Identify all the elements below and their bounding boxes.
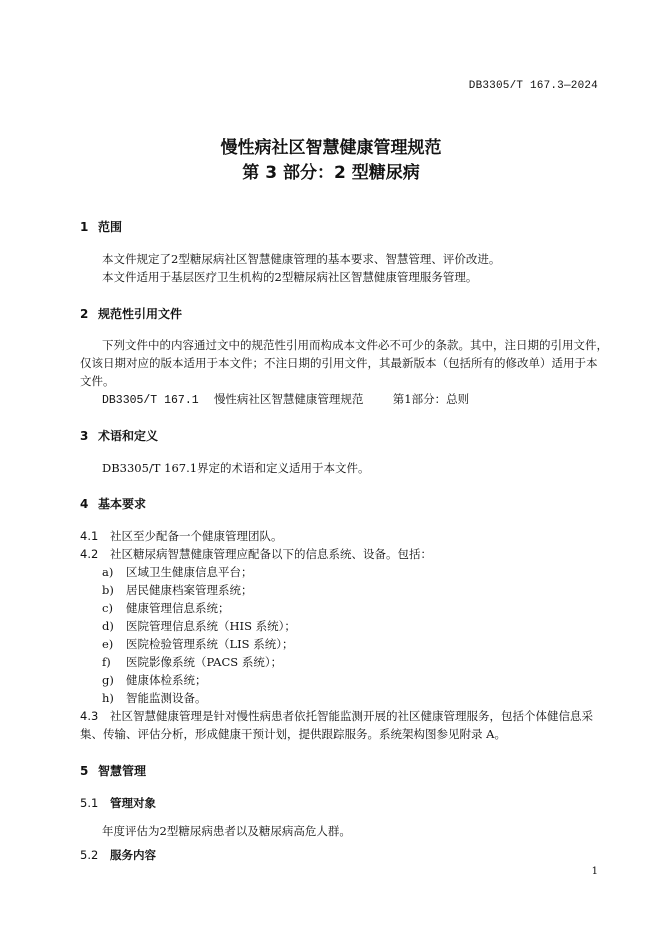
list-item [102, 672, 207, 688]
list-label: b) [102, 583, 114, 597]
list-label: g) [102, 673, 114, 687]
section-1-heading [80, 218, 122, 235]
section-number: 2 [80, 307, 89, 321]
section-5-heading [80, 762, 146, 779]
list-text: 医院管理信息系统（HIS 系统）； [126, 619, 296, 633]
section-number: 3 [80, 429, 89, 443]
clause-4-2 [80, 546, 432, 562]
clause-4-3-line-1 [80, 708, 593, 724]
clause-number: 4.2 [80, 547, 99, 561]
section-title: 基本要求 [98, 497, 147, 511]
clause-number: 4.3 [80, 709, 99, 723]
section-1-paragraph-1: 本文件规定了2型糖尿病社区智慧健康管理的基本要求、智慧管理、评价改进。 [102, 252, 501, 266]
list-item [102, 600, 230, 616]
reference-code: DB3305/T 167.1 [102, 394, 199, 407]
section-1-paragraph-2: 本文件适用于基层医疗卫生机构的2型糖尿病社区智慧健康管理服务管理。 [102, 270, 478, 284]
list-text: 健康管理信息系统； [126, 601, 230, 615]
normative-reference [102, 391, 469, 407]
section-title: 规范性引用文件 [98, 307, 183, 321]
section-2-paragraph-line-3: 文件。 [80, 374, 115, 388]
list-text: 智能监测设备。 [126, 691, 207, 705]
section-2-heading [80, 305, 182, 322]
section-4-heading [80, 495, 146, 512]
list-item [102, 618, 296, 634]
list-text: 健康体检系统； [126, 673, 207, 687]
clause-4-1 [80, 528, 283, 544]
clause-5-2-heading [80, 847, 156, 863]
list-label: f) [102, 655, 111, 669]
list-item [102, 582, 253, 598]
list-text: 医院影像系统（PACS 系统）； [126, 655, 283, 669]
list-label: c) [102, 601, 113, 615]
section-number: 1 [80, 220, 89, 234]
section-3-heading [80, 427, 158, 444]
list-item [102, 636, 293, 652]
clause-number: 5.1 [80, 796, 99, 810]
page-number: 1 [591, 866, 598, 877]
section-title: 智慧管理 [98, 764, 147, 778]
list-text: 区域卫生健康信息平台； [126, 565, 253, 579]
clause-text: 社区至少配备一个健康管理团队。 [110, 529, 283, 543]
list-label: d) [102, 619, 114, 633]
document-title: 慢性病社区智慧健康管理规范 [220, 138, 442, 158]
list-item [102, 654, 282, 670]
reference-title: 慢性病社区智慧健康管理规范 [213, 392, 364, 406]
list-text: 居民健康档案管理系统； [126, 583, 253, 597]
list-label: a) [102, 565, 114, 579]
section-number: 4 [80, 497, 89, 511]
clause-5-1-heading [80, 795, 156, 811]
clause-4-3-line-2: 集、传输、评估分析，形成健康干预计划，提供跟踪服务。系统架构图参见附录 A。 [80, 727, 506, 741]
section-2-paragraph-line-2: 仅该日期对应的版本适用于本文件；不注日期的引用文件，其最新版本（包括所有的修改单）适用于本 [80, 356, 598, 370]
list-item [102, 690, 207, 706]
section-title: 范围 [98, 220, 123, 234]
clause-text: 社区糖尿病智慧健康管理应配备以下的信息系统、设备。包括： [110, 547, 432, 561]
clause-number: 4.1 [80, 529, 99, 543]
list-label: h) [102, 691, 114, 705]
clause-title: 管理对象 [110, 796, 156, 810]
clause-number: 5.2 [80, 848, 99, 862]
document-code: DB3305/T 167.3—2024 [468, 80, 598, 92]
document-subtitle: 第 3 部分：2 型糖尿病 [242, 163, 420, 183]
section-3-paragraph: DB3305/T 167.1界定的术语和定义适用于本文件。 [102, 461, 370, 475]
section-number: 5 [80, 764, 89, 778]
list-label: e) [102, 637, 114, 651]
clause-text: 社区智慧健康管理是针对慢性病患者依托智能监测开展的社区健康管理服务，包括个体健信息采 [110, 709, 593, 723]
section-2-paragraph-line-1: 下列文件中的内容通过文中的规范性引用而构成本文件必不可少的条款。其中，注日期的引用文件， [102, 338, 608, 352]
clause-title: 服务内容 [110, 848, 156, 862]
list-item [102, 564, 253, 580]
list-text: 医院检验管理系统（LIS 系统）； [126, 637, 294, 651]
clause-5-1-text: 年度评估为2型糖尿病患者以及糖尿病高危人群。 [102, 824, 351, 838]
reference-part: 第1部分：总则 [392, 392, 470, 406]
section-title: 术语和定义 [98, 429, 159, 443]
